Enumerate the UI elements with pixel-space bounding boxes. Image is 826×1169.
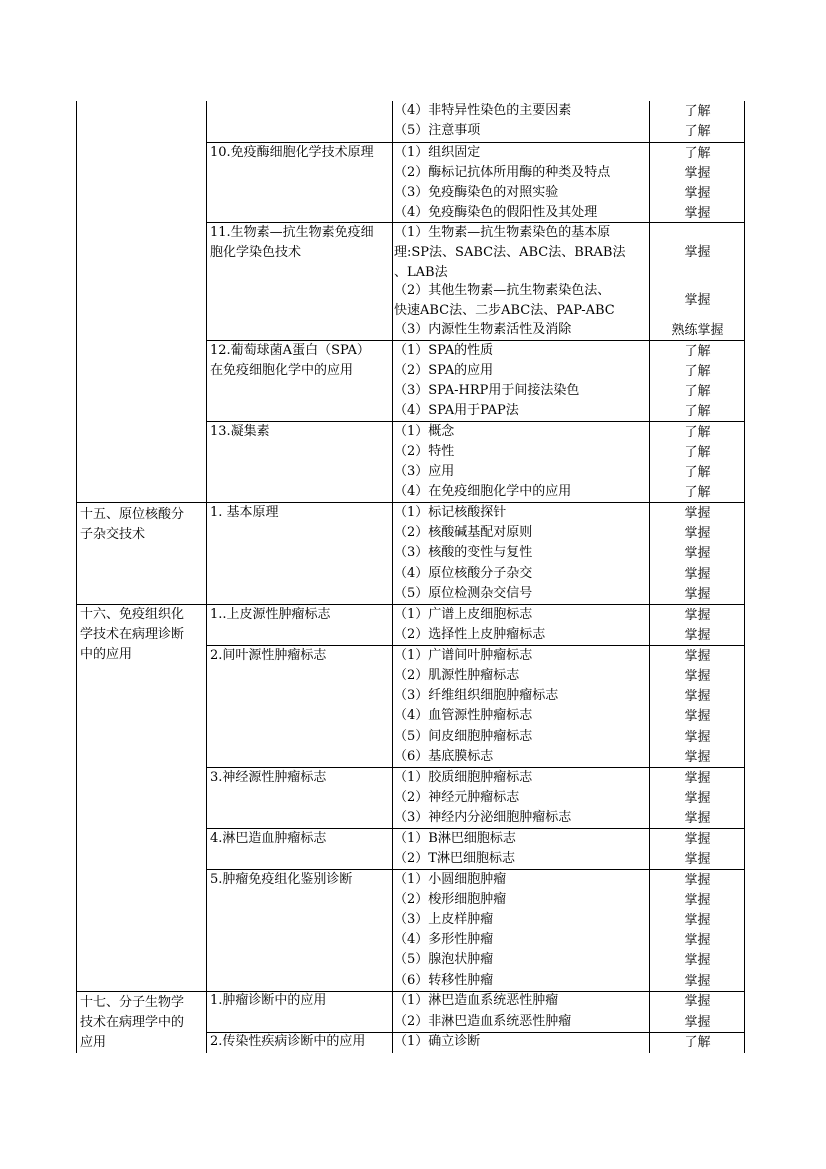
point-text: （1）组织固定 [394, 145, 481, 160]
point-text: （6）基底膜标志 [394, 749, 494, 764]
level-text: 掌握 [684, 628, 711, 643]
level-text: 掌握 [684, 293, 711, 308]
point-text: （1）确立诊断 [394, 1034, 481, 1049]
point-text: （2）核酸碱基配对原则 [394, 525, 533, 540]
point-text: （3）免疫酶染色的对照实验 [394, 185, 559, 200]
level-text: 掌握 [684, 206, 711, 221]
point-text: （1）淋巴造血系统恶性肿瘤 [394, 993, 559, 1008]
point-text: （1）B淋巴细胞标志 [394, 831, 516, 846]
level-text: 掌握 [684, 245, 711, 260]
item-label: 13.凝集素 [210, 424, 270, 439]
level-text: 掌握 [684, 1015, 711, 1030]
level-text: 掌握 [684, 791, 711, 806]
level-text: 了解 [684, 425, 711, 440]
column-divider-unit [206, 101, 207, 1053]
point-text: （4）原位核酸分子杂交 [394, 566, 533, 581]
item-label: 3.神经源性肿瘤标志 [210, 770, 327, 785]
point-text: （2）梭形细胞肿瘤 [394, 892, 507, 907]
point-text: （3）上皮样肿瘤 [394, 912, 494, 927]
point-text: （3）核酸的变性与复性 [394, 545, 533, 560]
point-text: （2）神经元肿瘤标志 [394, 790, 520, 805]
level-text: 掌握 [684, 893, 711, 908]
level-text: 掌握 [684, 771, 711, 786]
level-text: 掌握 [684, 750, 711, 765]
level-text: 了解 [684, 404, 711, 419]
point-text: （1）生物素—抗生物素染色的基本原 理:SP法、SABC法、ABC法、BRAB法 、LAB法 [394, 225, 626, 280]
point-text: （3）SPA-HRP用于间接法染色 [394, 383, 580, 398]
level-text: 掌握 [684, 506, 711, 521]
point-text: （2）特性 [394, 444, 455, 459]
level-text: 了解 [684, 384, 711, 399]
level-text: 掌握 [684, 709, 711, 724]
point-text: （2）其他生物素—抗生物素染色法、 快速ABC法、二步ABC法、PAP-ABC [394, 283, 615, 318]
point-text: （4）在免疫细胞化学中的应用 [394, 484, 572, 499]
point-text: （1）SPA的性质 [394, 343, 494, 358]
item-label: 12.葡萄球菌A蛋白（SPA） 在免疫细胞化学中的应用 [210, 343, 370, 378]
point-text: （2）选择性上皮肿瘤标志 [394, 627, 546, 642]
level-text: 掌握 [684, 730, 711, 745]
level-text: 了解 [684, 1035, 711, 1050]
point-text: （3）纤维组织细胞肿瘤标志 [394, 688, 559, 703]
level-text: 掌握 [684, 608, 711, 623]
level-text: 掌握 [684, 811, 711, 826]
item-label: 1. 基本原理 [210, 505, 279, 520]
level-text: 掌握 [684, 953, 711, 968]
point-text: （1）广谱间叶肿瘤标志 [394, 648, 533, 663]
level-text: 掌握 [684, 933, 711, 948]
point-text: （3）应用 [394, 464, 455, 479]
level-text: 掌握 [684, 567, 711, 582]
level-text: 掌握 [684, 689, 711, 704]
item-label: 4.淋巴造血肿瘤标志 [210, 831, 327, 846]
level-text: 掌握 [684, 649, 711, 664]
level-text: 掌握 [684, 526, 711, 541]
point-text: （1）标记核酸探针 [394, 505, 507, 520]
level-text: 了解 [684, 485, 711, 500]
point-text: （2）肌源性肿瘤标志 [394, 668, 520, 683]
level-text: 了解 [684, 124, 711, 139]
level-text: 了解 [684, 146, 711, 161]
table-border-left [76, 101, 77, 1053]
item-label: 10.免疫酶细胞化学技术原理 [210, 145, 374, 160]
point-text: （2）SPA的应用 [394, 363, 494, 378]
level-text: 了解 [684, 344, 711, 359]
point-text: （6）转移性肿瘤 [394, 973, 494, 988]
unit-label-17: 十七、分子生物学 技术在病理学中的 应用 [80, 995, 185, 1050]
level-text: 掌握 [684, 186, 711, 201]
column-divider-item [392, 101, 393, 1053]
level-text: 熟练掌握 [671, 323, 724, 338]
level-text: 了解 [684, 465, 711, 480]
item-label: 2.传染性疾病诊断中的应用 [210, 1034, 366, 1049]
point-text: （3）神经内分泌细胞肿瘤标志 [394, 810, 572, 825]
level-text: 了解 [684, 104, 711, 119]
unit-label-16: 十六、免疫组织化 学技术在病理诊断 中的应用 [80, 607, 185, 662]
point-text: （1）胶质细胞肿瘤标志 [394, 770, 533, 785]
point-text: （4）免疫酶染色的假阳性及其处理 [394, 205, 598, 220]
level-text: 掌握 [684, 166, 711, 181]
point-text: （3）内源性生物素活性及消除 [394, 322, 572, 337]
point-text: （5）注意事项 [394, 123, 481, 138]
point-text: （5）腺泡状肿瘤 [394, 952, 494, 967]
item-label: 2.间叶源性肿瘤标志 [210, 648, 327, 663]
level-text: 掌握 [684, 913, 711, 928]
level-text: 掌握 [684, 873, 711, 888]
item-label: 5.肿瘤免疫组化鉴别诊断 [210, 872, 353, 887]
level-text: 掌握 [684, 546, 711, 561]
level-text: 掌握 [684, 669, 711, 684]
point-text: （1）概念 [394, 424, 455, 439]
point-text: （4）血管源性肿瘤标志 [394, 708, 533, 723]
level-text: 掌握 [684, 974, 711, 989]
level-text: 了解 [684, 445, 711, 460]
point-text: （5）间皮细胞肿瘤标志 [394, 729, 533, 744]
point-text: （4）非特异性染色的主要因素 [394, 103, 572, 118]
item-label: 1..上皮源性肿瘤标志 [210, 607, 331, 622]
level-text: 掌握 [684, 832, 711, 847]
point-text: （5）原位检测杂交信号 [394, 586, 533, 601]
item-label: 1.肿瘤诊断中的应用 [210, 993, 327, 1008]
item-label: 11.生物素—抗生物素免疫细 胞化学染色技术 [210, 225, 374, 260]
point-text: （2）非淋巴造血系统恶性肿瘤 [394, 1014, 572, 1029]
level-text: 掌握 [684, 852, 711, 867]
point-text: （4）SPA用于PAP法 [394, 403, 519, 418]
point-text: （2）T淋巴细胞标志 [394, 851, 515, 866]
level-text: 掌握 [684, 994, 711, 1009]
point-text: （2）酶标记抗体所用酶的种类及特点 [394, 165, 611, 180]
point-text: （1）广谱上皮细胞标志 [394, 607, 533, 622]
level-text: 掌握 [684, 587, 711, 602]
unit-label-15: 十五、原位核酸分 子杂交技术 [80, 507, 185, 542]
level-text: 了解 [684, 364, 711, 379]
point-text: （4）多形性肿瘤 [394, 932, 494, 947]
point-text: （1）小圆细胞肿瘤 [394, 872, 507, 887]
